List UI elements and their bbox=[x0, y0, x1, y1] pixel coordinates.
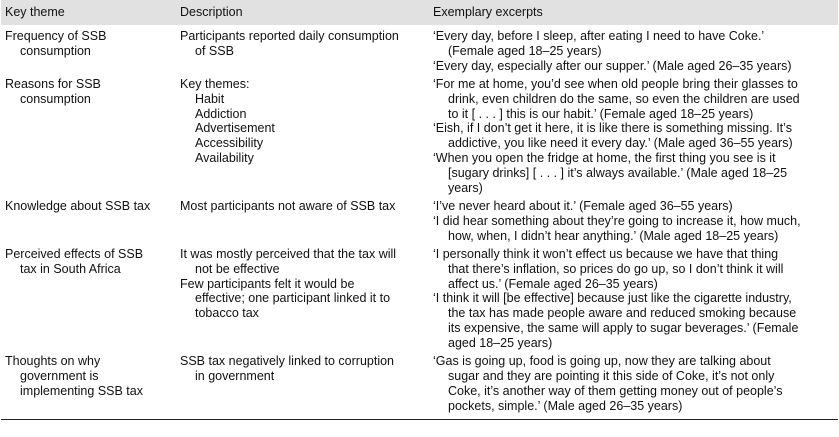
description-item: Advertisement bbox=[195, 121, 275, 136]
description-para bbox=[180, 277, 425, 322]
excerpt bbox=[433, 29, 834, 59]
header-description: Description bbox=[180, 5, 243, 19]
excerpt-line: aged 18–25 years) bbox=[448, 336, 553, 351]
theme-cell bbox=[1, 25, 176, 75]
theme-line: Reasons for SSB bbox=[5, 76, 101, 91]
theme-line: government is bbox=[20, 368, 99, 383]
excerpt-line: ‘Gas is going up, food is going up, now they are talking about bbox=[433, 354, 771, 369]
excerpt-line: [sugary drinks] [ . . . ] it’s always available.’ (Male aged 18–25 bbox=[448, 166, 788, 181]
theme-cell bbox=[1, 197, 176, 245]
excerpts-cell bbox=[429, 352, 838, 419]
header-row bbox=[1, 0, 838, 25]
description-cell bbox=[176, 197, 429, 245]
table-row bbox=[1, 25, 838, 75]
excerpt bbox=[433, 59, 834, 74]
description-line: effective; one participant linked it to bbox=[195, 291, 391, 306]
theme-line: Knowledge about SSB tax bbox=[5, 198, 151, 213]
theme-line: Frequency of SSB bbox=[5, 29, 107, 43]
description-item: Habit bbox=[195, 91, 225, 106]
excerpt-line: addictive, you like need it every day.’ (Male aged 36–55 years) bbox=[448, 136, 793, 151]
table-row bbox=[1, 197, 838, 245]
table-row bbox=[1, 352, 838, 419]
excerpt bbox=[433, 199, 834, 214]
description-line: of SSB bbox=[195, 43, 234, 58]
description-line: Few participants felt it would be bbox=[180, 276, 355, 291]
excerpt-line: Coke, it’s another way of them getting money out of people’s bbox=[448, 383, 783, 398]
excerpt-line: ‘I’ve never heard about it.’ (Female aged 36–55 years) bbox=[433, 198, 733, 213]
description-item: Addiction bbox=[195, 106, 247, 121]
description-title: Key themes: bbox=[180, 76, 250, 91]
excerpt-line: the tax has made people aware and reduced smoking because bbox=[448, 306, 797, 321]
excerpt-line: sugar and they are pointing it this side of Coke, it’s not only bbox=[448, 368, 775, 383]
excerpt-line: drink, even children do the same, so even the children are used bbox=[448, 91, 800, 106]
description-line: in government bbox=[195, 368, 275, 383]
header-key-theme: Key theme bbox=[5, 5, 65, 19]
excerpt bbox=[433, 151, 834, 196]
excerpt bbox=[433, 291, 834, 351]
table-row bbox=[1, 245, 838, 352]
excerpt-line: ‘For me at home, you’d see when old people bring their glasses to bbox=[433, 76, 798, 91]
description-item: Availability bbox=[195, 151, 254, 166]
excerpt-line: pockets, simple.’ (Male aged 26–35 years) bbox=[448, 398, 683, 413]
excerpt-line: affect us.’ (Female aged 26–35 years) bbox=[448, 276, 658, 291]
description-line: Most participants not aware of SSB tax bbox=[180, 198, 396, 213]
theme-line: tax in South Africa bbox=[20, 261, 121, 276]
theme-line: Thoughts on why bbox=[5, 354, 101, 369]
theme-line: Perceived effects of SSB bbox=[5, 246, 144, 261]
excerpt bbox=[433, 247, 834, 292]
excerpt-line: that there’s inflation, so prices do go up, so I don’t think it will bbox=[448, 261, 784, 276]
description-line: It was mostly perceived that the tax will bbox=[180, 246, 397, 261]
description-item: Accessibility bbox=[195, 136, 264, 151]
description-cell bbox=[176, 25, 429, 75]
excerpt-line: ‘I think it will [be effective] because just like the cigarette industry, bbox=[433, 291, 792, 306]
theme-line: implementing SSB tax bbox=[20, 383, 143, 398]
excerpt-line: its expensive, the same will apply to sugar beverages.’ (Female bbox=[448, 321, 799, 336]
excerpt-line: years) bbox=[448, 181, 483, 196]
excerpt bbox=[433, 77, 834, 122]
excerpt bbox=[433, 214, 834, 244]
description-cell bbox=[176, 352, 429, 419]
excerpt-line: ‘Eish, if I don’t get it here, it is like there is something missing. It’s bbox=[433, 121, 792, 136]
excerpts-cell bbox=[429, 25, 838, 75]
theme-cell bbox=[1, 245, 176, 352]
excerpt-line: ‘I did hear something about they’re going to increase it, how much, bbox=[433, 213, 801, 228]
excerpts-cell bbox=[429, 75, 838, 197]
themes-table bbox=[1, 0, 838, 420]
excerpts-cell bbox=[429, 197, 838, 245]
excerpt bbox=[433, 121, 834, 151]
description-para bbox=[180, 247, 425, 277]
description-line: tobacco tax bbox=[195, 306, 259, 321]
excerpt bbox=[433, 354, 834, 414]
excerpt-line: (Female aged 18–25 years) bbox=[448, 43, 602, 58]
excerpt-line: to it [ . . . ] this is our habit.’ (Female aged 18–25 years) bbox=[448, 106, 754, 121]
excerpt-line: how, when, I didn’t hear anything.’ (Male aged 18–25 years) bbox=[448, 228, 779, 243]
description-cell bbox=[176, 245, 429, 352]
theme-line: consumption bbox=[20, 43, 91, 58]
excerpt-line: ‘I personally think it won’t effect us because we have that thing bbox=[433, 246, 779, 261]
theme-cell bbox=[1, 75, 176, 197]
description-line: Participants reported daily consumption bbox=[180, 29, 399, 43]
excerpts-cell bbox=[429, 245, 838, 352]
table-row bbox=[1, 75, 838, 197]
theme-line: consumption bbox=[20, 91, 91, 106]
description-cell bbox=[176, 75, 429, 197]
excerpt-line: ‘When you open the fridge at home, the first thing you see is it bbox=[433, 151, 776, 166]
description-line: SSB tax negatively linked to corruption bbox=[180, 354, 395, 369]
excerpt-line: ‘Every day, before I sleep, after eating I need to have Coke.’ bbox=[433, 29, 765, 43]
excerpt-line: ‘Every day, especially after our supper.’ (Male aged 26–35 years) bbox=[433, 58, 792, 73]
theme-cell bbox=[1, 352, 176, 419]
description-line: not be effective bbox=[195, 261, 280, 276]
header-exemplary-excerpts: Exemplary excerpts bbox=[433, 5, 543, 19]
